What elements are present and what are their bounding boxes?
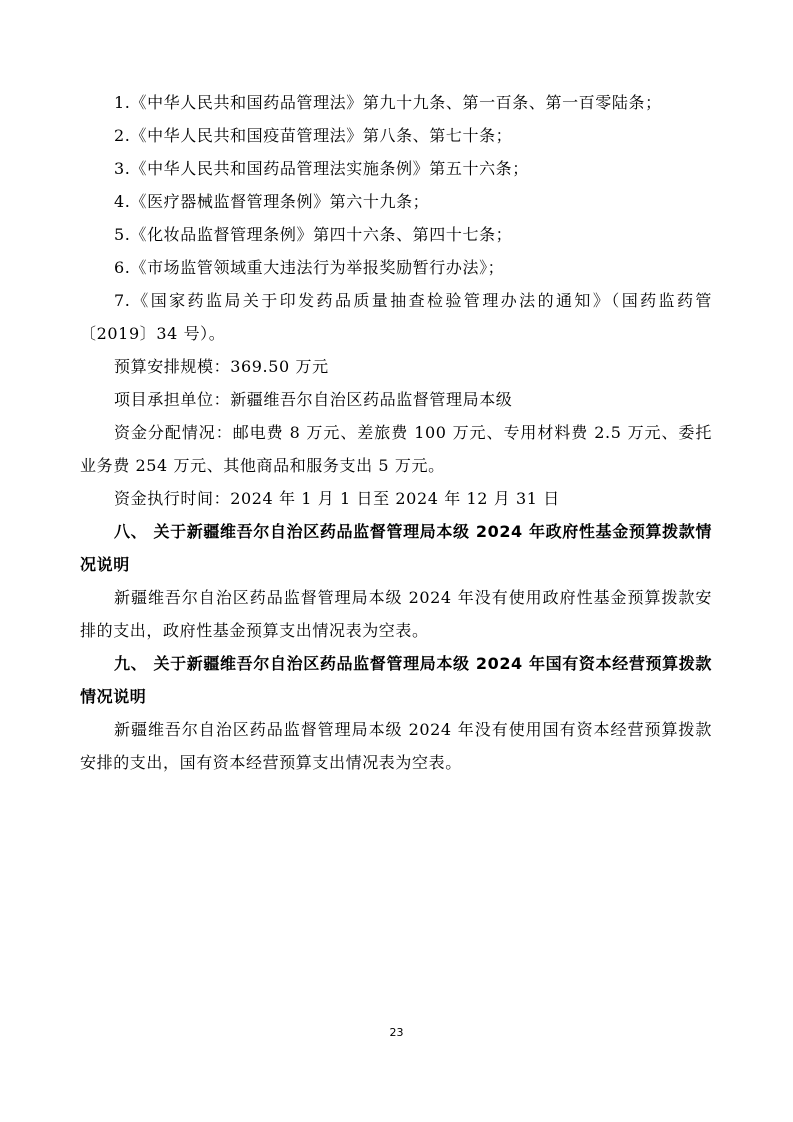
undertaking-unit: 项目承担单位：新疆维吾尔自治区药品监督管理局本级 <box>114 390 513 409</box>
section-9-body: 新疆维吾尔自治区药品监督管理局本级 2024 年没有使用国有资本经营预算拨款安排的支出，国有资本经营预算支出情况表为空表。 <box>80 720 712 772</box>
section-9-heading: 九、 关于新疆维吾尔自治区药品监督管理局本级 2024 年国有资本经营预算拨款情况说明 <box>80 654 712 706</box>
basis-item-2: 2.《中华人民共和国疫苗管理法》第八条、第七十条； <box>114 126 513 145</box>
page-number: 23 <box>389 1026 404 1039</box>
budget-scale: 预算安排规模：369.50 万元 <box>114 357 329 376</box>
basis-item-6: 6.《市场监管领域重大违法行为举报奖励暂行办法》； <box>114 258 505 277</box>
basis-item-5: 5.《化妆品监督管理条例》第四十六条、第四十七条； <box>114 225 513 244</box>
fund-allocation: 资金分配情况：邮电费 8 万元、差旅费 100 万元、专用材料费 2.5 万元、委托业务费 254 万元、其他商品和服务支出 5 万元。 <box>80 423 712 475</box>
execution-time: 资金执行时间：2024 年 1 月 1 日至 2024 年 12 月 31 日 <box>114 489 560 508</box>
document-body <box>80 86 712 779</box>
basis-item-1: 1.《中华人民共和国药品管理法》第九十九条、第一百条、第一百零陆条； <box>114 93 662 112</box>
section-8-body: 新疆维吾尔自治区药品监督管理局本级 2024 年没有使用政府性基金预算拨款安排的支出，政府性基金预算支出情况表为空表。 <box>80 588 712 640</box>
section-8-heading: 八、 关于新疆维吾尔自治区药品监督管理局本级 2024 年政府性基金预算拨款情况说明 <box>80 522 712 574</box>
basis-item-4: 4.《医疗器械监督管理条例》第六十九条； <box>114 192 430 211</box>
basis-item-3: 3.《中华人民共和国药品管理法实施条例》第五十六条； <box>114 159 529 178</box>
basis-item-7: 7.《国家药监局关于印发药品质量抽查检验管理办法的通知》（国药监药管〔2019〕34 号）。 <box>80 291 712 343</box>
